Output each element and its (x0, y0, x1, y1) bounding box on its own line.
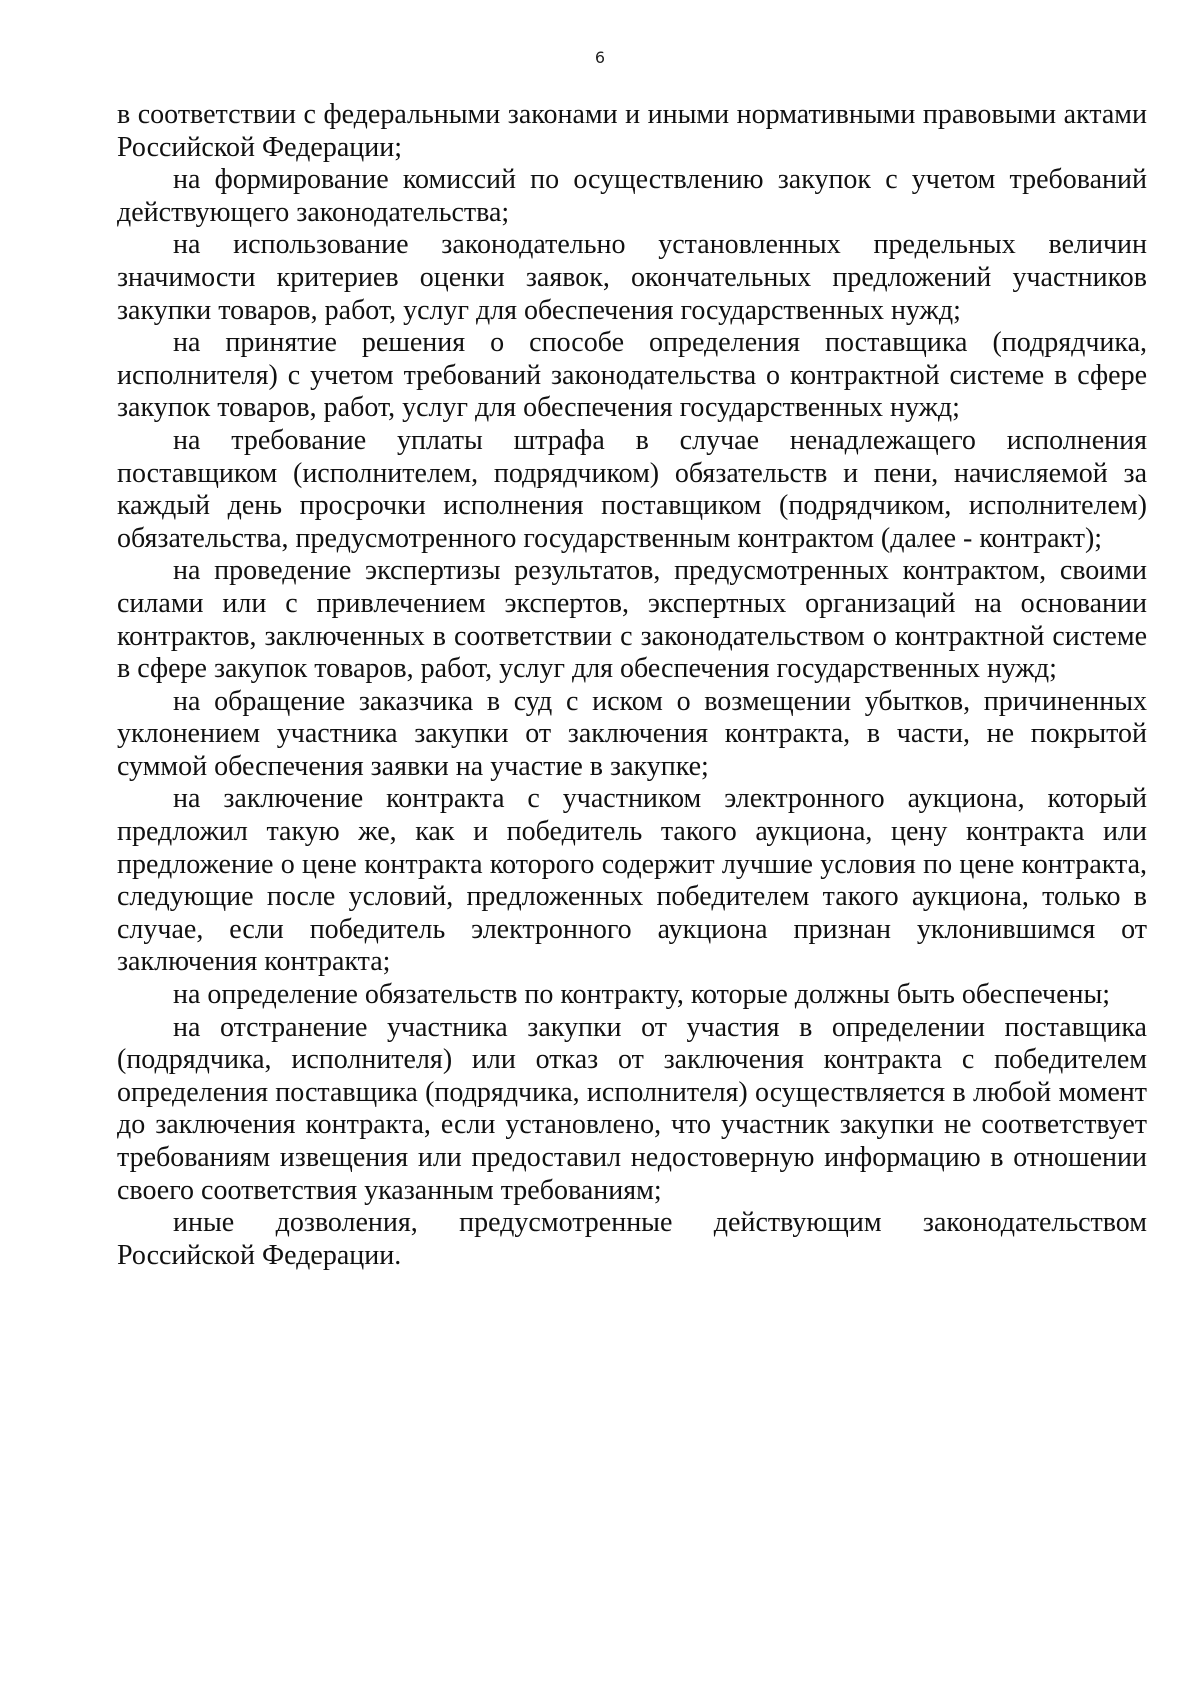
paragraph-commissions: на формирование комиссий по осуществлению закупок с учетом требований действующего законодательства; (117, 164, 1147, 228)
paragraph-penalty: на требование уплаты штрафа в случае ненадлежащего исполнения поставщиком (исполнителем, подрядчиком) обязательств и пени, начисляемой за каждый день просрочки исполнения поставщиком (подрядчиком, исполнителем) обязательства, предусмотренного государственным контрактом (далее - контракт); (117, 424, 1147, 554)
document-body (117, 99, 1147, 1272)
paragraph-continuation: в соответствии с федеральными законами и иными нормативными правовыми актами Российской Федерации; (117, 99, 1147, 163)
paragraph-other-permissions: иные дозволения, предусмотренные действующим законодательством Российской Федерации. (117, 1207, 1147, 1271)
paragraph-suspension: на отстранение участника закупки от участия в определении поставщика (подрядчика, исполнителя) или отказ от заключения контракта с победителем определения поставщика (подрядчика, исполнителя) осуществляется в любой момент до заключения контракта, если установлено, что участник закупки не соответствует требованиям извещения или предоставил недостоверную информацию в отношении своего соответствия указанным требованиям; (117, 1011, 1147, 1206)
paragraph-supplier-method: на принятие решения о способе определения поставщика (подрядчика, исполнителя) с учетом требований законодательства о контрактной системе в сфере закупок товаров, работ, услуг для обеспечения государственных нужд; (117, 327, 1147, 424)
paragraph-criteria: на использование законодательно установленных предельных величин значимости критериев оценки заявок, окончательных предложений участников закупки товаров, работ, услуг для обеспечения государственных нужд; (117, 229, 1147, 326)
paragraph-expertise: на проведение экспертизы результатов, предусмотренных контрактом, своими силами или с привлечением экспертов, экспертных организаций на основании контрактов, заключенных в соответствии с законодательством о контрактной системе в сфере закупок товаров, работ, услуг для обеспечения государственных нужд; (117, 555, 1147, 685)
paragraph-auction-contract: на заключение контракта с участником электронного аукциона, который предложил такую же, как и победитель такого аукциона, цену контракта или предложение о цене контракта которого содержит лучшие условия по цене контракта, следующие после условий, предложенных победителем такого аукциона, только в случае, если победитель электронного аукциона признан уклонившимся от заключения контракта; (117, 783, 1147, 978)
paragraph-court: на обращение заказчика в суд с иском о возмещении убытков, причиненных уклонением участника закупки от заключения контракта, в части, не покрытой суммой обеспечения заявки на участие в закупке; (117, 685, 1147, 782)
paragraph-obligations: на определение обязательств по контракту, которые должны быть обеспечены; (173, 979, 1111, 1011)
page-number: 6 (594, 48, 606, 67)
